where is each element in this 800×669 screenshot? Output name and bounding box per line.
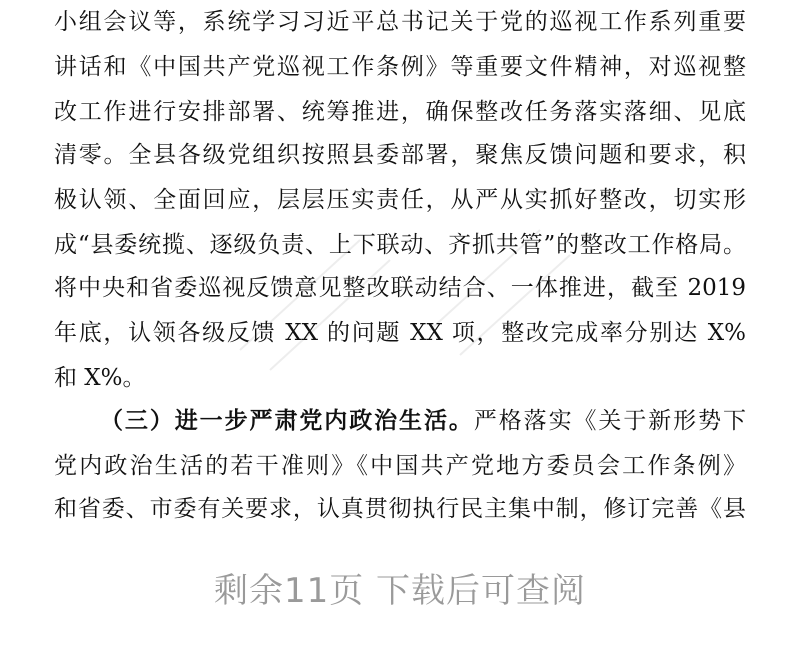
text-line: 讲话和《中国共产党巡视工作条例》等重要文件精神，对巡视整 bbox=[54, 54, 746, 80]
text-line: 年底，认领各级反馈 XX 的问题 XX 项，整改完成率分别达 X% bbox=[54, 320, 746, 346]
text-line: 和 X%。 bbox=[54, 365, 146, 391]
section-heading-line bbox=[100, 401, 746, 441]
remaining-pages-notice: 剩余11页 下载后可查阅 bbox=[213, 571, 587, 611]
text-line: 将中央和省委巡视反馈意见整改联动结合、一体推进，截至 2019 bbox=[54, 275, 746, 301]
text-fragment: 严格落实《关于新形势下 bbox=[473, 408, 746, 434]
text-line: 小组会议等，系统学习习近平总书记关于党的巡视工作系列重要 bbox=[54, 9, 746, 35]
text-line: 改工作进行安排部署、统筹推进，确保整改任务落实落细、见底 bbox=[54, 99, 746, 125]
text-line: 和省委、市委有关要求，认真贯彻执行民主集中制，修订完善《县 bbox=[54, 496, 746, 522]
text-line: 极认领、全面回应，层层压实责任，从严从实抓好整改，切实形 bbox=[54, 187, 746, 213]
text-line: 党内政治生活的若干准则》《中国共产党地方委员会工作条例》 bbox=[54, 453, 746, 479]
text-line: 清零。全县各级党组织按照县委部署，聚焦反馈问题和要求，积 bbox=[54, 142, 746, 168]
section-heading: （三）进一步严肃党内政治生活。 bbox=[100, 407, 474, 434]
text-line: 成“县委统揽、逐级负责、上下联动、齐抓共管”的整改工作格局。 bbox=[54, 232, 746, 258]
